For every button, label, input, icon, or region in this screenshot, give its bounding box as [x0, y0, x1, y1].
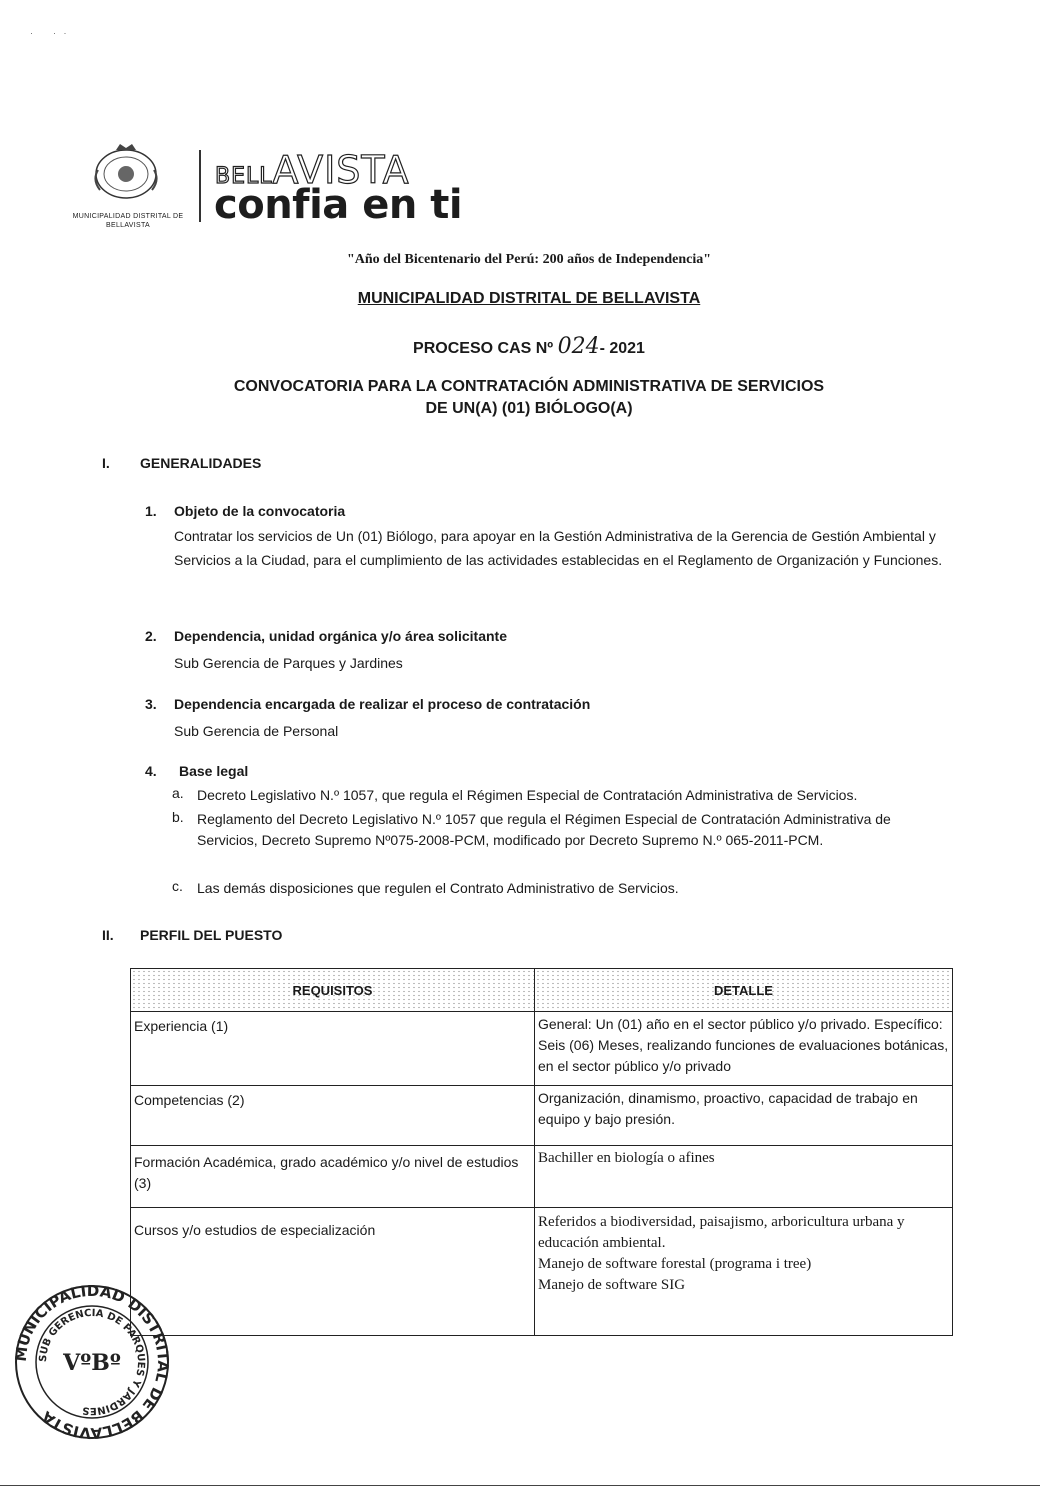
table-row: [131, 1012, 953, 1086]
detail-line: Manejo de software SIG: [538, 1277, 686, 1293]
process-title: [0, 334, 1058, 359]
list-letter-c: c.: [172, 878, 183, 894]
section1-title: GENERALIDADES: [140, 455, 262, 471]
process-suffix: - 2021: [599, 340, 645, 357]
list-text-b: Reglamento del Decreto Legislativo N.º 1057 que regula el Régimen Especial de Contratación Administrativa de Servicios, Decreto Supremo Nº075-2008-PCM, modificado por Decreto Supremo N.º 065-2011-PCM.: [197, 811, 891, 848]
brand-divider: [199, 150, 201, 222]
brand-large: AVISTA: [272, 148, 410, 192]
approval-stamp: [12, 1282, 172, 1442]
process-prefix: PROCESO CAS Nº: [413, 340, 558, 357]
table-header-row: [131, 969, 953, 1012]
brand-slogan: confia en ti: [214, 182, 463, 228]
req-cell: Cursos y/o estudios de especialización: [131, 1208, 535, 1336]
item3-text: Sub Gerencia de Personal: [174, 723, 339, 739]
scan-mark: · · ·: [30, 28, 67, 38]
detail-cell: General: Un (01) año en el sector público y/o privado. Específico: Seis (06) Meses, realizando funciones de evaluaciones botánicas, en el sector público y/o privado: [535, 1012, 953, 1086]
item2-title: Dependencia, unidad orgánica y/o área solicitante: [174, 628, 507, 644]
convocatoria-title: [0, 376, 1058, 420]
detail-cell: Bachiller en biología o afines: [535, 1146, 953, 1208]
section1-roman: I.: [102, 455, 110, 471]
req-cell: Formación Académica, grado académico y/o nivel de estudios (3): [131, 1146, 535, 1208]
convocatoria-line2: DE UN(A) (01) BIÓLOGO(A): [425, 400, 633, 417]
municipal-seal-icon: [86, 140, 166, 202]
item1-num: 1.: [145, 503, 157, 519]
item4-title: Base legal: [179, 763, 249, 779]
req-cell: Experiencia (1): [131, 1012, 535, 1086]
item4-num: 4.: [145, 763, 157, 779]
perfil-table: [130, 968, 953, 1336]
table-row: [131, 1146, 953, 1208]
table-header-requisitos: REQUISITOS: [131, 969, 535, 1012]
stamp-outer-text: MUNICIPALIDAD DISTRITAL DE BELLAVISTA: [12, 1282, 172, 1442]
stamp-inner-text: SUB GERENCIA DE PARQUES Y JARDINES: [37, 1307, 147, 1417]
detail-cell: Organización, dinamismo, proactivo, capacidad de trabajo en equipo y bajo presión.: [535, 1086, 953, 1146]
municipality-title: MUNICIPALIDAD DISTRITAL DE BELLAVISTA: [357, 290, 701, 307]
item2-num: 2.: [145, 628, 157, 644]
req-cell: Competencias (2): [131, 1086, 535, 1146]
table-row: [131, 1086, 953, 1146]
table-row: [131, 1208, 953, 1336]
item3-num: 3.: [145, 696, 157, 712]
process-number: 024: [557, 334, 600, 359]
detail-line: Referidos a biodiversidad, paisajismo, arboricultura urbana y educación ambiental.: [538, 1214, 905, 1251]
footer-line: [0, 1485, 1040, 1486]
list-text-c: Las demás disposiciones que regulen el Contrato Administrativo de Servicios.: [197, 880, 679, 896]
convocatoria-line1: CONVOCATORIA PARA LA CONTRATACIÓN ADMINISTRATIVA DE SERVICIOS: [233, 378, 825, 395]
brand-small: BELL: [215, 164, 273, 189]
detail-line: Manejo de software forestal (programa i tree): [538, 1256, 812, 1272]
list-letter-b: b.: [172, 809, 184, 825]
item3-title: Dependencia encargada de realizar el proceso de contratación: [174, 696, 591, 712]
section2-roman: II.: [102, 927, 114, 943]
seal-caption: MUNICIPALIDAD DISTRITAL DE BELLAVISTA: [72, 213, 184, 229]
year-motto: "Año del Bicentenario del Perú: 200 años de Independencia": [347, 252, 711, 267]
stamp-center-text: VºBº: [63, 1350, 121, 1376]
list-text-a: Decreto Legislativo N.º 1057, que regula el Régimen Especial de Contratación Administrativa de Servicios.: [197, 787, 858, 803]
table-header-detalle: DETALLE: [535, 969, 953, 1012]
item1-text: Contratar los servicios de Un (01) Biólogo, para apoyar en la Gestión Administrativa de la Gerencia de Gestión Ambiental y Servicios a la Ciudad, para el cumplimiento de las actividades establecidas en el Reglamento de Organización y Funciones.: [174, 528, 943, 568]
item2-text: Sub Gerencia de Parques y Jardines: [174, 655, 403, 671]
item1-title: Objeto de la convocatoria: [174, 503, 346, 519]
section2-title: PERFIL DEL PUESTO: [140, 927, 283, 943]
list-letter-a: a.: [172, 785, 184, 801]
detail-cell: [535, 1208, 953, 1336]
